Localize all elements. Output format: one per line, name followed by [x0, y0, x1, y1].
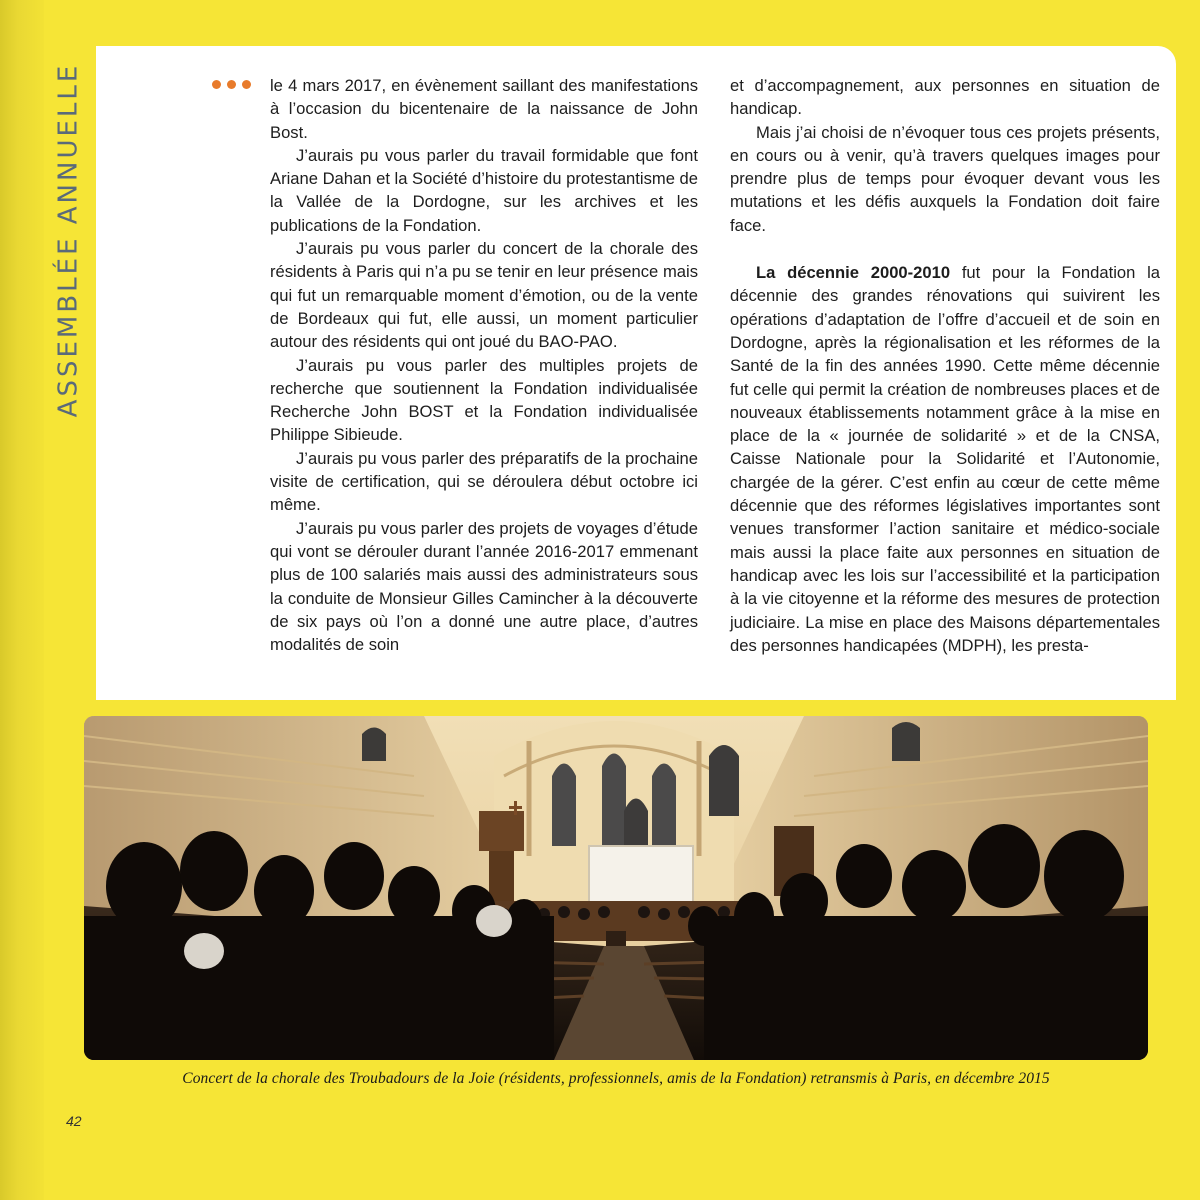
paragraph-body: fut pour la Fondation la décennie des grandes rénovations qui suivirent les opérations d’adaptation de l’offre d’accueil et de soin en Dordogne, après la régionalisation et les réformes de la Santé de la fin des années 1990. Cette même décennie fut celle qui permit la création de nombreuses places et de nouveaux établissements notamment grâce à la mise en place de la « journée de solidarité » et de la CNSA, Caisse Nationale pour la Solidarité et l’Autonomie, chargée de la gérer. C’est enfin au cœur de cette même décennie que des réformes législatives importantes sont venues transformer l’action sanitaire et médico-sociale mais aussi la place faite aux personnes en situation de handicap avec les lois sur l’accessibilité et la participation à la vie citoyenne et la réforme des mesures de protection judiciaire. La mise en place des Maisons départementales des personnes handicapées (MDPH), les presta- — [730, 263, 1160, 655]
paragraph: J’aurais pu vous parler des multiples projets de recherche que soutiennent la Fondation individualisée Recherche John BOST et la Fondation individualisée Philippe Sibieude. — [270, 355, 698, 445]
paragraph: J’aurais pu vous parler des projets de voyages d’étude qui vont se dérouler durant l’année 2016-2017 emmenant plus de 100 salariés mais aussi des administrateurs sous la conduite de Monsieur Gilles Camincher à la découverte de six pays où l’on a donné une autre place, d’autres modalités de soin — [270, 518, 698, 655]
paragraph-lead: La décennie 2000-2010 — [756, 263, 951, 283]
left-column — [270, 74, 698, 656]
church-concert-photo — [84, 716, 1148, 1060]
paragraph: J’aurais pu vous parler du travail formidable que font Ariane Dahan et la Société d’histoire du protestantisme de la Vallée de la Dordogne, sur les archives et les publications de la Fondation. — [270, 145, 699, 235]
paragraph: J’aurais pu vous parler des préparatifs de la prochaine visite de certification, qui se déroulera début octobre ici même. — [270, 448, 698, 515]
right-column — [730, 74, 1160, 657]
paragraph: le 4 mars 2017, en évènement saillant des manifestations à l’occasion du bicentenaire de la naissance de John Bost. — [270, 76, 698, 142]
continuation-bullets-icon — [212, 76, 268, 92]
paragraph: Mais j’ai choisi de n’évoquer tous ces projets présents, en cours ou à venir, qu’à travers quelques images pour prendre plus de temps pour évoquer devant vous les mutations et les défis auxquels la Fondation doit faire face. — [730, 122, 1160, 235]
photo-illustration — [84, 716, 1148, 1060]
paragraph: J’aurais pu vous parler du concert de la chorale des résidents à Paris qui n’a pu se tenir en leur présence mais qui fut un remarquable moment d’émotion, ou de la vente de Bordeaux qui fut, elle aussi, un moment particulier autour des résidents qui ont joué du BAO-PAO. — [270, 239, 698, 352]
photo-caption: Concert de la chorale des Troubadours de la Joie (résidents, professionnels, amis de la Fondation) retransmis à Paris, en décembre 2015 — [182, 1070, 1050, 1087]
page-number: 42 — [66, 1113, 82, 1129]
section-title-text: ASSEMBLÉE ANNUELLE — [53, 62, 84, 418]
paragraph: et d’accompagnement, aux personnes en situation de handicap. — [730, 76, 1160, 119]
paragraph — [730, 261, 1160, 657]
